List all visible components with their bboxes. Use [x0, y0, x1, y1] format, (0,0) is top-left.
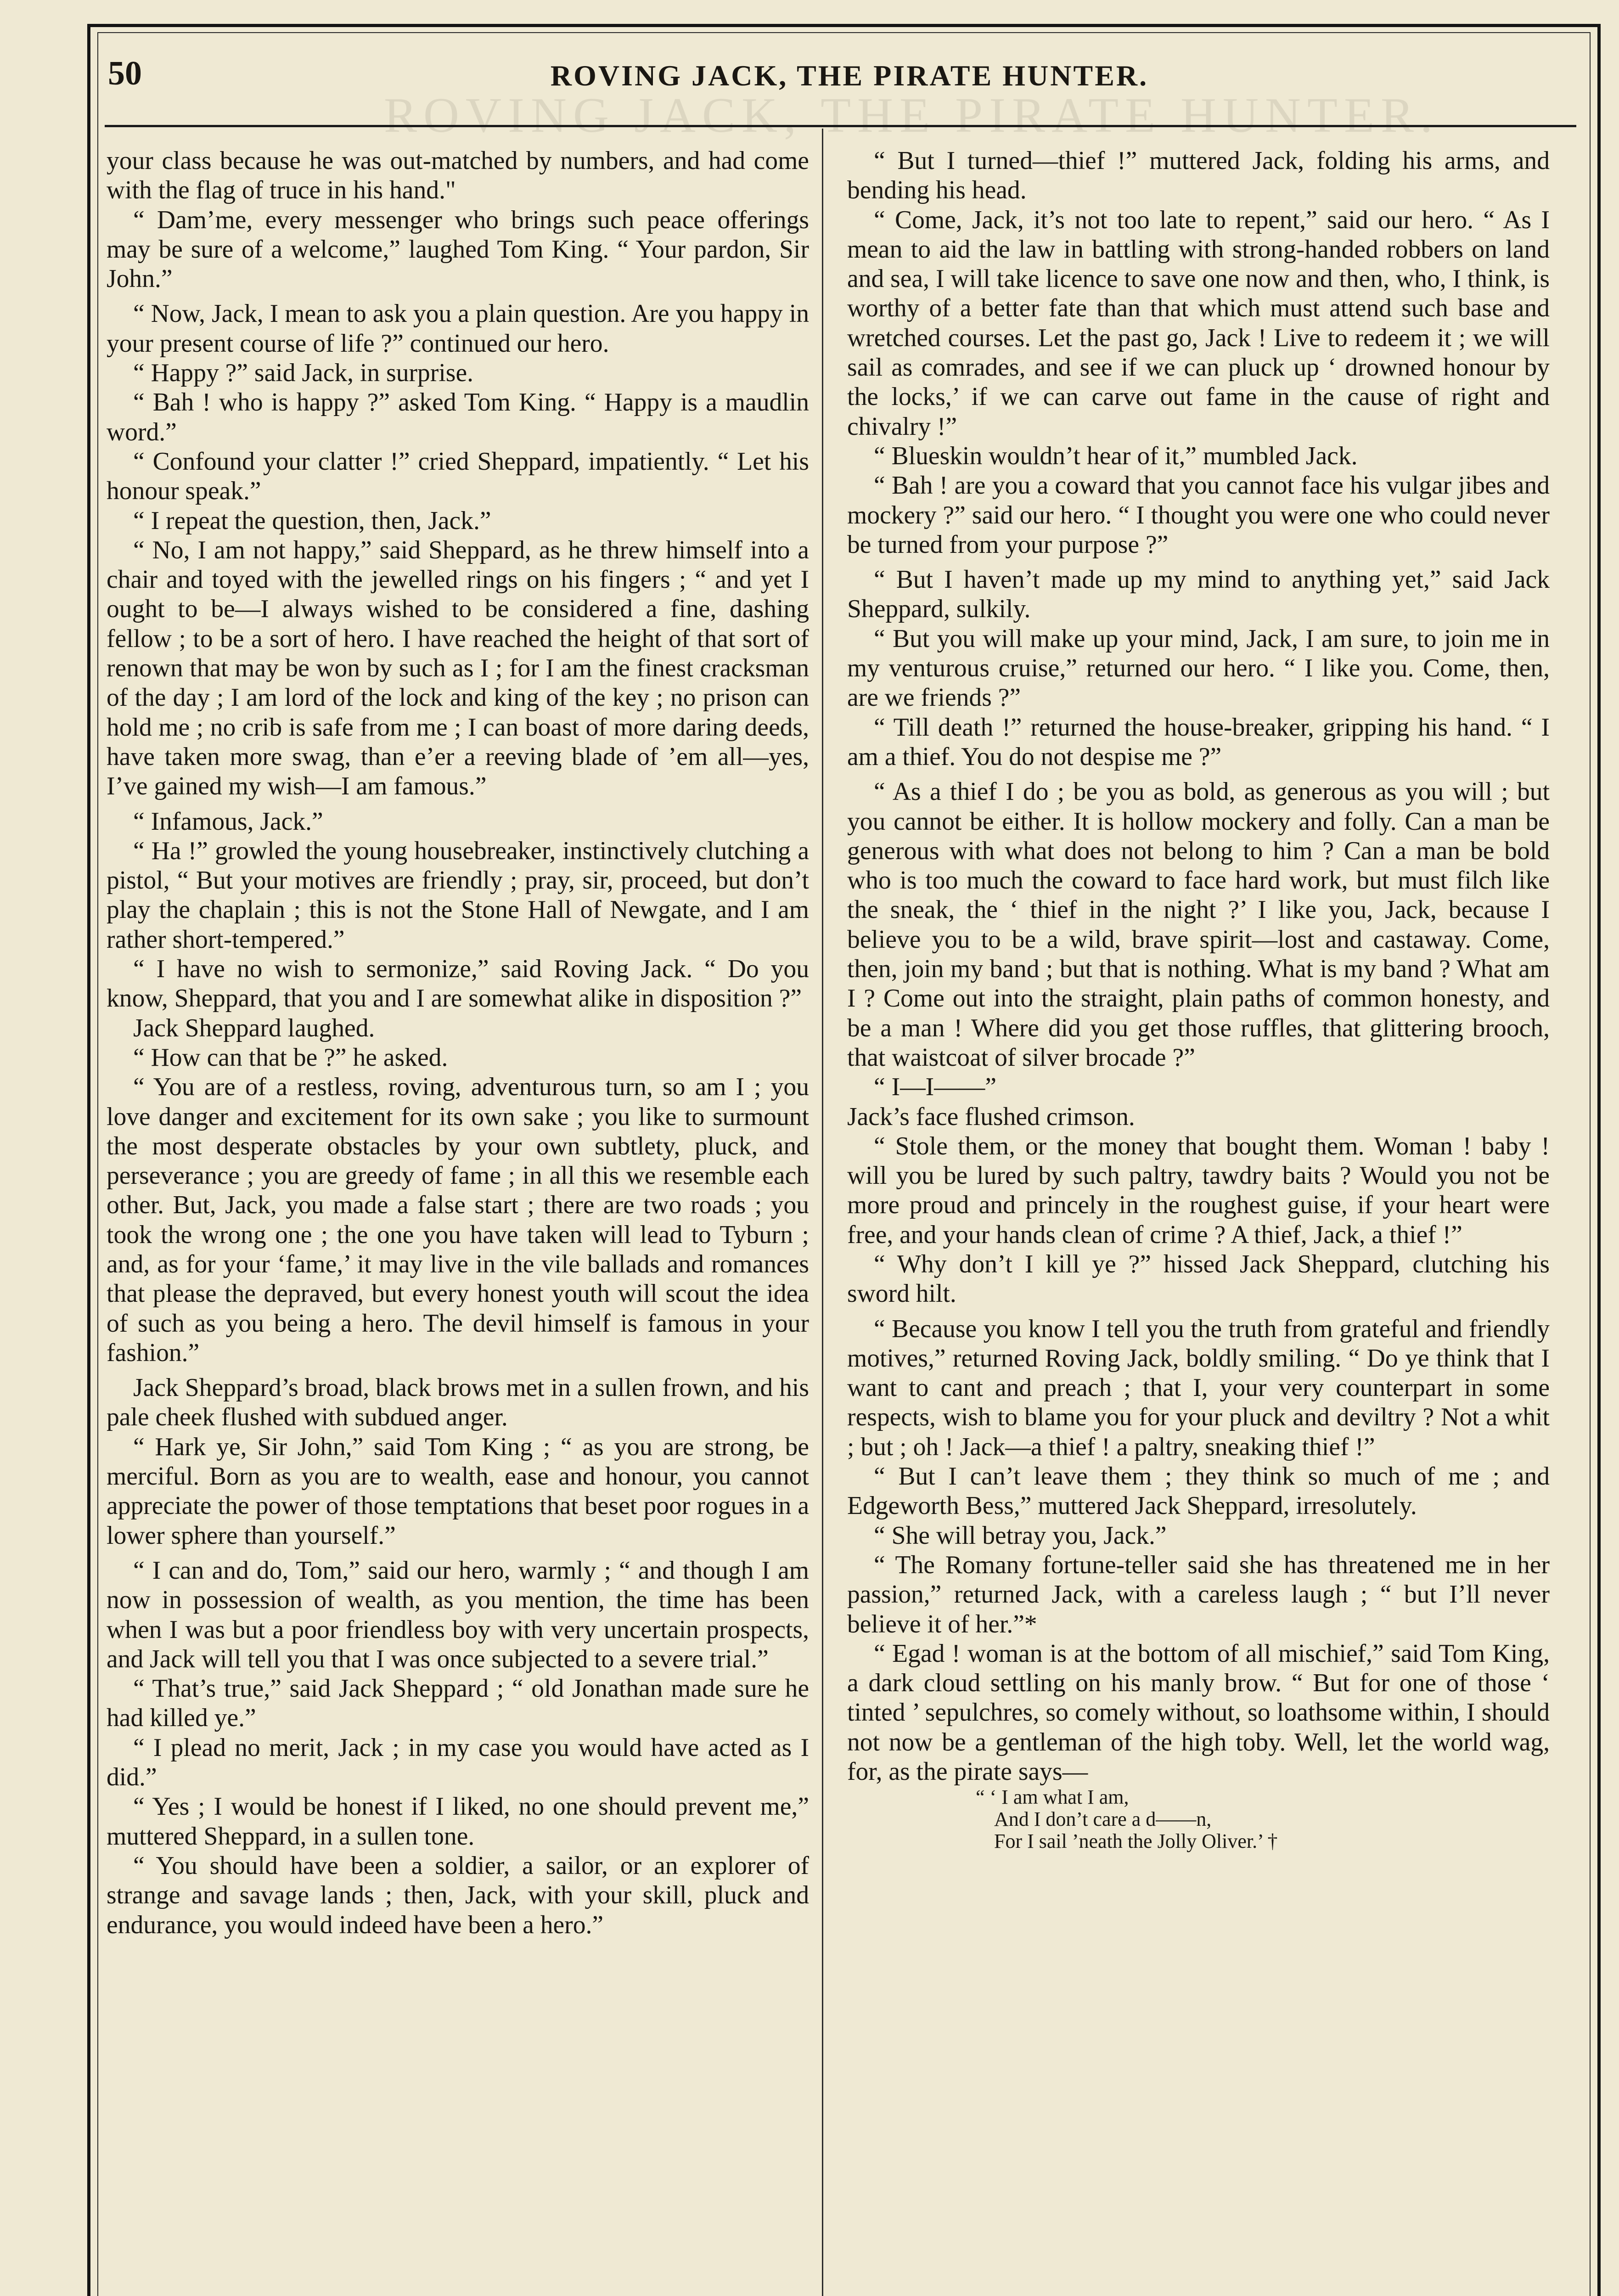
- paragraph: “ How can that be ?” he asked.: [133, 1043, 448, 1072]
- paragraph: “ But I turned—thief !” muttered Jack, folding his arms, and bending his head.: [847, 146, 1550, 205]
- paragraph: “ Why don’t I kill ye ?” hissed Jack Sheppard, clutching his sword hilt.: [847, 1249, 1550, 1308]
- bleed-through-header: ROVING JACK, THE PIRATE HUNTER.: [383, 88, 1439, 143]
- column-rule: [822, 129, 823, 2296]
- paragraph: your class because he was out-matched by numbers, and had come with the flag of truce in his hand.": [107, 146, 809, 205]
- paragraph: “ Ha !” growled the young housebreaker, instinctively clutching a pistol, “ But your motives are friendly ; pray, sir, proceed, but don’t play the chaplain ; this is not the Stone Hall of Newgate, and I am rather short-tempered.”: [107, 836, 809, 954]
- paragraph: “ Come, Jack, it’s not too late to repent,” said our hero. “ As I mean to aid the law in battling with strong-handed robbers on land and sea, I will take licence to save one now and then, who, I think, is worthy of a better fate than that which must attend such base and wretched courses. Let the past go, Jack ! Live to redeem it ; we will sail as comrades, and see if we can pluck up ‘ drowned honour by the locks,’ if we can carve out fame in the cause of right and chivalry !”: [847, 205, 1550, 441]
- paragraph: “ Hark ye, Sir John,” said Tom King ; “ as you are strong, be merciful. Born as you are to wealth, ease and honour, you cannot appreciate the power of those temptations that beset poor rogues in a lower sphere than yourself.”: [107, 1432, 809, 1550]
- paragraph: “ The Romany fortune-teller said she has threatened me in her passion,” returned Jack, with a careless laugh ; “ but I’ll never believe it of her.”*: [847, 1550, 1550, 1638]
- paragraph: “ Yes ; I would be honest if I liked, no one should prevent me,” muttered Sheppard, in a sullen tone.: [107, 1792, 809, 1851]
- running-head: ROVING JACK, THE PIRATE HUNTER.: [550, 59, 1149, 92]
- paragraph: “ You should have been a soldier, a sailor, or an explorer of strange and savage lands ; then, Jack, with your skill, pluck and endurance, you would indeed have been a hero.”: [107, 1851, 809, 1939]
- paragraph: “ But I can’t leave them ; they think so much of me ; and Edgeworth Bess,” muttered Jack Sheppard, irresolutely.: [847, 1462, 1550, 1520]
- paragraph: “ She will betray you, Jack.”: [874, 1521, 1167, 1550]
- paragraph: “ No, I am not happy,” said Sheppard, as he threw himself into a chair and toyed with the jewelled rings on his fingers ; “ and yet I ought to be—I always wished to be considered a fine, dashing fellow ; to be a sort of hero. I have reached the height of that sort of renown that may be won by such as I ; for I am the finest cracksman of the day ; I am lord of the lock and king of the key ; no prison can hold me ; no crib is safe from me ; I can boast of more daring deeds, have taken more swag, than e’er a reeving blade of ’em all—yes, I’ve gained my wish—I am famous.”: [107, 535, 809, 801]
- paragraph: “ Bah ! who is happy ?” asked Tom King. “ Happy is a maudlin word.”: [107, 388, 809, 446]
- paragraph: “ You are of a restless, roving, adventurous turn, so am I ; you love danger and excitement for its own sake ; you like to surmount the most desperate obstacles by your own subtlety, pluck, and perseverance ; you are greedy of fame ; in all this we resemble each other. But, Jack, you made a false start ; there are two roads ; you took the wrong one ; the one you have taken will lead to Tyburn ; and, as for your ‘fame,’ it may live in the vile ballads and romances that please the depraved, but every honest youth will scout the idea of such as you being a hero. The devil himself is famous in your fashion.”: [107, 1073, 809, 1367]
- paragraph: “ I repeat the question, then, Jack.”: [133, 506, 491, 535]
- paragraph: Jack’s face flushed crimson.: [847, 1102, 1135, 1131]
- paragraph: “ I plead no merit, Jack ; in my case you would have acted as I did.”: [107, 1733, 809, 1792]
- header-rule: [105, 125, 1576, 127]
- paragraph: “ Egad ! woman is at the bottom of all mischief,” said Tom King, a dark cloud settling on his manly brow. “ But for one of those ‘ tinted ’ sepulchres, so comely without, so loathsome within, I should not now be a gentleman of the high toby. Well, let the world wag, for, as the pirate says—: [847, 1639, 1550, 1786]
- paragraph: Jack Sheppard laughed.: [133, 1013, 375, 1042]
- paragraph: “ Confound your clatter !” cried Sheppard, impatiently. “ Let his honour speak.”: [107, 447, 809, 506]
- page-number: 50: [108, 55, 142, 92]
- paragraph: “ Blueskin wouldn’t hear of it,” mumbled Jack.: [874, 441, 1358, 470]
- paragraph: “ Now, Jack, I mean to ask you a plain question. Are you happy in your present course of life ?” continued our hero.: [107, 299, 809, 358]
- right-column: [847, 146, 1550, 1852]
- paragraph: “ As a thief I do ; be you as bold, as generous as you will ; but you cannot be either. It is hollow mockery and folly. Can a man be generous with what does not belong to him ? Can a man be bold who is too much the coward to face hard work, but must filch like the sneak, the ‘ thief in the night ?’ I like you, Jack, because I believe you to be a wild, brave spirit—lost and castaway. Come, then, join my band ; but that is nothing. What is my band ? What am I ? Come out into the straight, plain paths of common honesty, and be a man ! Where did you get those ruffles, that glittering brooch, that waistcoat of silver brocade ?”: [847, 777, 1550, 1072]
- left-column: [107, 146, 809, 1940]
- paragraph: “ I can and do, Tom,” said our hero, warmly ; “ and though I am now in possession of wealth, as you mention, the time has been when I was but a poor friendless boy with very uncertain prospects, and Jack will tell you that I was once subjected to a severe trial.”: [107, 1556, 809, 1673]
- paragraph: “ I—I——”: [874, 1073, 997, 1102]
- paragraph: “ I have no wish to sermonize,” said Roving Jack. “ Do you know, Sheppard, that you and I are somewhat alike in disposition ?”: [107, 955, 809, 1013]
- paragraph: “ Dam’me, every messenger who brings such peace offerings may be sure of a welcome,” laughed Tom King. “ Your pardon, Sir John.”: [107, 205, 809, 293]
- paragraph: “ But you will make up your mind, Jack, I am sure, to join me in my venturous cruise,” returned our hero. “ I like you. Come, then, are we friends ?”: [847, 624, 1550, 712]
- paragraph: “ Because you know I tell you the truth from grateful and friendly motives,” returned Roving Jack, boldly smiling. “ Do ye think that I want to cant and preach ; that I, your very counterpart in some respects, wish to blame you for your pluck and deviltry ? Not a whit ; but ; oh ! Jack—a thief ! a paltry, sneaking thief !”: [847, 1314, 1550, 1461]
- paragraph: “ Till death !” returned the house-breaker, gripping his hand. “ I am a thief. You do not despise me ?”: [847, 713, 1550, 771]
- paragraph: “ Happy ?” said Jack, in surprise.: [133, 359, 474, 388]
- verse-quote: [847, 1786, 1550, 1852]
- paragraph: “ But I haven’t made up my mind to anything yet,” said Jack Sheppard, sulkily.: [847, 565, 1550, 624]
- verse-line: And I don’t care a d——n,: [994, 1808, 1212, 1831]
- paragraph: “ Bah ! are you a coward that you cannot face his vulgar jibes and mockery ?” said our hero. “ I thought you were one who could never be turned from your purpose ?”: [847, 471, 1550, 559]
- paragraph: “ That’s true,” said Jack Sheppard ; “ old Jonathan made sure he had killed ye.”: [107, 1674, 809, 1733]
- paragraph: “ Infamous, Jack.”: [133, 807, 323, 836]
- paragraph: Jack Sheppard’s broad, black brows met in a sullen frown, and his pale cheek flushed with subdued anger.: [107, 1373, 809, 1432]
- verse-line: For I sail ’neath the Jolly Oliver.’ †: [994, 1830, 1278, 1853]
- paragraph: “ Stole them, or the money that bought them. Woman ! baby ! will you be lured by such paltry, tawdry baits ? Would you not be more proud and princely in the roughest guise, if your heart were free, and your hands clean of crime ? A thief, Jack, a thief !”: [847, 1131, 1550, 1249]
- verse-line: “ ‘ I am what I am,: [976, 1786, 1129, 1809]
